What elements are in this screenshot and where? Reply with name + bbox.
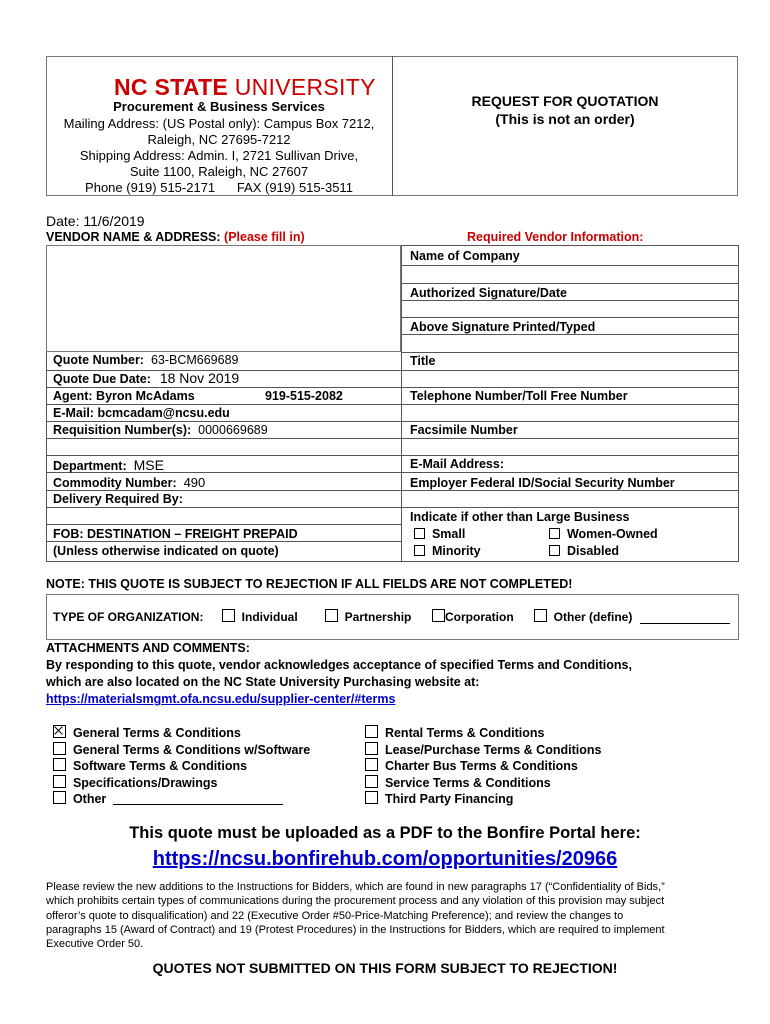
shipping-address-line2: Suite 1100, Raleigh, NC 27607 (129, 164, 309, 179)
general-software-checkbox[interactable] (53, 742, 66, 755)
divider (401, 265, 739, 266)
mailing-address-line2: Raleigh, NC 27695-7212 (147, 132, 291, 147)
review-line: paragraphs 15 (Award of Contract) and 19 (Protest Procedures) in the Instructions for Bidders, which are required to implement (46, 923, 665, 936)
other-terms-checkbox[interactable] (53, 791, 66, 804)
commodity-number: Commodity Number: 490 (53, 475, 206, 490)
divider (46, 541, 401, 542)
email-address-field[interactable]: E-Mail Address: (410, 457, 505, 471)
divider (401, 404, 739, 405)
telephone-field[interactable]: Telephone Number/Toll Free Number (410, 389, 628, 403)
department-name: Procurement & Business Services (113, 99, 325, 114)
organization-type-row (53, 610, 203, 624)
agent-email: E-Mail: bcmcadam@ncsu.edu (53, 406, 230, 420)
footer-warning: QUOTES NOT SUBMITTED ON THIS FORM SUBJECT TO REJECTION! (152, 960, 618, 976)
small-business-option[interactable]: Small (414, 527, 465, 541)
women-owned-checkbox[interactable] (549, 528, 560, 539)
divider (401, 283, 739, 284)
divider (401, 334, 739, 335)
divider (401, 455, 739, 456)
review-line: which prohibits certain types of communications during the procurement process and any violation of this provision may subject (46, 895, 665, 908)
divider (401, 370, 739, 371)
term-charter-bus[interactable]: Charter Bus Terms & Conditions (365, 758, 578, 773)
term-general-software[interactable]: General Terms & Conditions w/Software (53, 742, 310, 757)
quote-number: Quote Number: 63-BCM669689 (53, 353, 239, 367)
bonfire-link[interactable]: https://ncsu.bonfirehub.com/opportunities/20966 (152, 848, 618, 870)
university-logo: NC STATE UNIVERSITY (114, 74, 376, 100)
divider (401, 472, 739, 473)
divider (46, 404, 401, 405)
mailing-address-line1: Mailing Address: (US Postal only): Campus Box 7212, (63, 116, 375, 131)
rfq-title: REQUEST FOR QUOTATION (471, 93, 659, 109)
women-owned-option[interactable]: Women-Owned (549, 527, 658, 541)
main-left-border (46, 352, 47, 562)
divider (46, 524, 401, 525)
software-terms-checkbox[interactable] (53, 758, 66, 771)
requisition-number: Requisition Number(s): 0000669689 (53, 423, 268, 437)
divider (401, 317, 739, 318)
individual-checkbox[interactable] (222, 609, 235, 622)
disabled-option[interactable]: Disabled (549, 544, 619, 558)
specifications-checkbox[interactable] (53, 775, 66, 788)
agent-phone: 919-515-2082 (265, 389, 343, 403)
minority-option[interactable]: Minority (414, 544, 481, 558)
review-line: offeror’s quote to disqualification) and 22 (Executive Order #50-Price-Matching Preference); and review the changes to (46, 909, 624, 922)
ein-field[interactable]: Employer Federal ID/Social Security Number (410, 476, 675, 490)
review-line: Executive Order 50. (46, 938, 144, 951)
general-terms-checkbox[interactable] (53, 725, 66, 738)
divider (46, 421, 401, 422)
delivery-required-by[interactable]: Delivery Required By: (53, 492, 183, 506)
phone-fax: Phone (919) 515-2171 FAX (919) 515-3511 (85, 180, 353, 195)
attachments-title: ATTACHMENTS AND COMMENTS: (46, 641, 250, 655)
divider (46, 455, 401, 456)
service-terms-checkbox[interactable] (365, 775, 378, 788)
divider (401, 507, 739, 508)
divider (401, 490, 739, 491)
main-top-border-right (401, 245, 739, 246)
term-rental[interactable]: Rental Terms & Conditions (365, 725, 544, 740)
org-individual-option[interactable]: Individual (222, 609, 298, 624)
divider (46, 507, 401, 508)
vendor-address-box[interactable] (46, 245, 401, 352)
disabled-checkbox[interactable] (549, 545, 560, 556)
term-general[interactable]: General Terms & Conditions (53, 725, 241, 740)
corporation-checkbox[interactable] (432, 609, 445, 622)
divider (401, 352, 739, 353)
attachments-text-1: By responding to this quote, vendor acknowledges acceptance of specified Terms and Conditions, (46, 658, 632, 672)
other-define-input[interactable] (640, 623, 730, 624)
please-fill-in: (Please fill in) (224, 230, 305, 244)
org-partnership-option[interactable]: Partnership (325, 609, 411, 624)
quote-due-date: Quote Due Date: 18 Nov 2019 (53, 370, 240, 386)
charter-bus-checkbox[interactable] (365, 758, 378, 771)
facsimile-field[interactable]: Facsimile Number (410, 423, 518, 437)
printed-name-field[interactable]: Above Signature Printed/Typed (410, 320, 596, 334)
agent-name: Agent: Byron McAdams (53, 389, 195, 403)
minority-checkbox[interactable] (414, 545, 425, 556)
review-paragraph (46, 880, 665, 951)
rejection-note: NOTE: THIS QUOTE IS SUBJECT TO REJECTION IF ALL FIELDS ARE NOT COMPLETED! (46, 577, 573, 591)
org-corporation-option[interactable]: Corporation (432, 609, 514, 624)
divider (401, 300, 739, 301)
rfq-subtitle: (This is not an order) (495, 111, 635, 127)
term-other[interactable]: Other (53, 791, 106, 806)
divider (46, 438, 401, 439)
title-field[interactable]: Title (410, 354, 436, 368)
rental-terms-checkbox[interactable] (365, 725, 378, 738)
divider (46, 490, 401, 491)
term-specifications[interactable]: Specifications/Drawings (53, 775, 217, 790)
organization-type-label: TYPE OF ORGANIZATION: (53, 610, 204, 624)
small-checkbox[interactable] (414, 528, 425, 539)
department: Department: MSE (53, 457, 164, 473)
term-lease[interactable]: Lease/Purchase Terms & Conditions (365, 742, 601, 757)
authorized-signature-field[interactable]: Authorized Signature/Date (410, 286, 567, 300)
required-vendor-info: Required Vendor Information: (467, 230, 644, 244)
vendor-label: VENDOR NAME & ADDRESS: (Please fill in) (46, 230, 305, 244)
divider (401, 438, 739, 439)
term-third-party[interactable]: Third Party Financing (365, 791, 513, 806)
review-line: Please review the new additions to the Instructions for Bidders, which are found in new paragraphs 17 (“Confidentiality of Bids,” (46, 881, 665, 893)
terms-link[interactable]: https://materialsmgmt.ofa.ncsu.edu/supplier-center/#terms (46, 692, 396, 706)
third-party-checkbox[interactable] (365, 791, 378, 804)
upload-instruction: This quote must be uploaded as a PDF to the Bonfire Portal here: (129, 824, 641, 842)
fob-terms: FOB: DESTINATION – FREIGHT PREPAID (53, 527, 298, 541)
shipping-address-line1: Shipping Address: Admin. I, 2721 Sullivan Drive, (79, 148, 359, 163)
term-service[interactable]: Service Terms & Conditions (365, 775, 551, 790)
partnership-checkbox[interactable] (325, 609, 338, 622)
date: Date: 11/6/2019 (46, 213, 145, 229)
other-terms-input[interactable] (113, 804, 283, 805)
fob-subtext: (Unless otherwise indicated on quote) (53, 544, 279, 558)
org-other-option[interactable]: Other (define) (534, 609, 632, 624)
other-org-checkbox[interactable] (534, 609, 547, 622)
lease-terms-checkbox[interactable] (365, 742, 378, 755)
main-bottom-border (46, 561, 739, 562)
term-software[interactable]: Software Terms & Conditions (53, 758, 247, 773)
divider (401, 387, 739, 388)
name-of-company-field[interactable]: Name of Company (410, 249, 520, 263)
business-type-label: Indicate if other than Large Business (410, 510, 630, 524)
attachments-text-2: which are also located on the NC State University Purchasing website at: (46, 675, 480, 689)
divider (401, 421, 739, 422)
